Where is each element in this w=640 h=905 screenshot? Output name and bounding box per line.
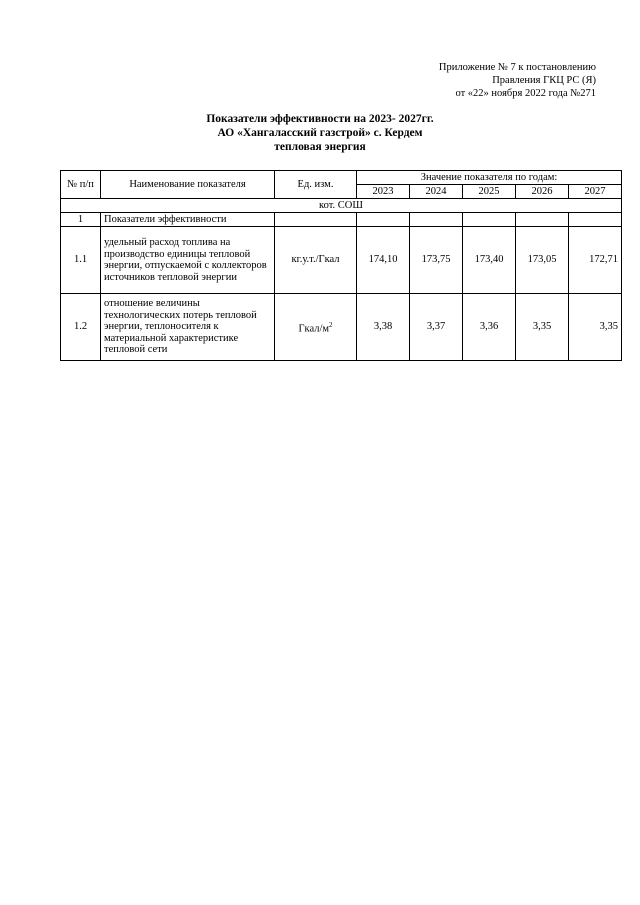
row-value: 3,38 (357, 294, 410, 361)
row-value: 172,71 (569, 227, 622, 294)
table-row (61, 294, 622, 361)
appendix-line-3: от «22» ноября 2022 года №271 (455, 88, 596, 99)
header-values-group: Значение показателя по годам: (357, 171, 622, 185)
row-unit-base: Гкал/м (298, 323, 330, 334)
header-year: 2027 (569, 185, 622, 199)
header-num: № п/п (61, 171, 101, 199)
row-unit (275, 294, 357, 361)
row-num: 1.1 (61, 227, 101, 294)
section-label: кот. СОШ (61, 199, 622, 213)
group-name: Показатели эффективности (101, 213, 275, 227)
row-value: 3,35 (569, 294, 622, 361)
row-value: 3,36 (463, 294, 516, 361)
header-year: 2026 (516, 185, 569, 199)
row-value: 173,40 (463, 227, 516, 294)
header-unit: Ед. изм. (275, 171, 357, 199)
header-year: 2024 (410, 185, 463, 199)
header-name: Наименование показателя (101, 171, 275, 199)
title-line-3: тепловая энергия (274, 141, 366, 153)
indicators-table (60, 170, 622, 361)
appendix-line-2: Правления ГКЦ РС (Я) (492, 75, 596, 86)
empty-cell (463, 213, 516, 227)
section-row (61, 199, 622, 213)
row-unit-superscript: 2 (329, 320, 333, 329)
row-name: отношение величины технологических потерь тепловой энергии, теплоносителя к материальной характеристике тепловой сети (101, 294, 275, 361)
row-value: 173,75 (410, 227, 463, 294)
group-row (61, 213, 622, 227)
row-num: 1.2 (61, 294, 101, 361)
row-value: 174,10 (357, 227, 410, 294)
row-value: 3,35 (516, 294, 569, 361)
appendix-reference (439, 61, 596, 100)
title-line-1: Показатели эффективности на 2023- 2027гг. (206, 113, 434, 125)
row-value: 173,05 (516, 227, 569, 294)
empty-cell (275, 213, 357, 227)
appendix-line-1: Приложение № 7 к постановлению (438, 62, 596, 73)
empty-cell (357, 213, 410, 227)
empty-cell (569, 213, 622, 227)
empty-cell (410, 213, 463, 227)
header-year: 2025 (463, 185, 516, 199)
table-row (61, 227, 622, 294)
document-title (0, 112, 640, 154)
row-unit: кг.у.т./Гкал (275, 227, 357, 294)
header-row-1 (61, 171, 622, 185)
group-num: 1 (61, 213, 101, 227)
empty-cell (516, 213, 569, 227)
row-name: удельный расход топлива на производство единицы тепловой энергии, отпускаемой с коллекторов источников тепловой энергии (101, 227, 275, 294)
header-year: 2023 (357, 185, 410, 199)
row-value: 3,37 (410, 294, 463, 361)
title-line-2: АО «Хангаласский газстрой» с. Кердем (217, 127, 423, 139)
